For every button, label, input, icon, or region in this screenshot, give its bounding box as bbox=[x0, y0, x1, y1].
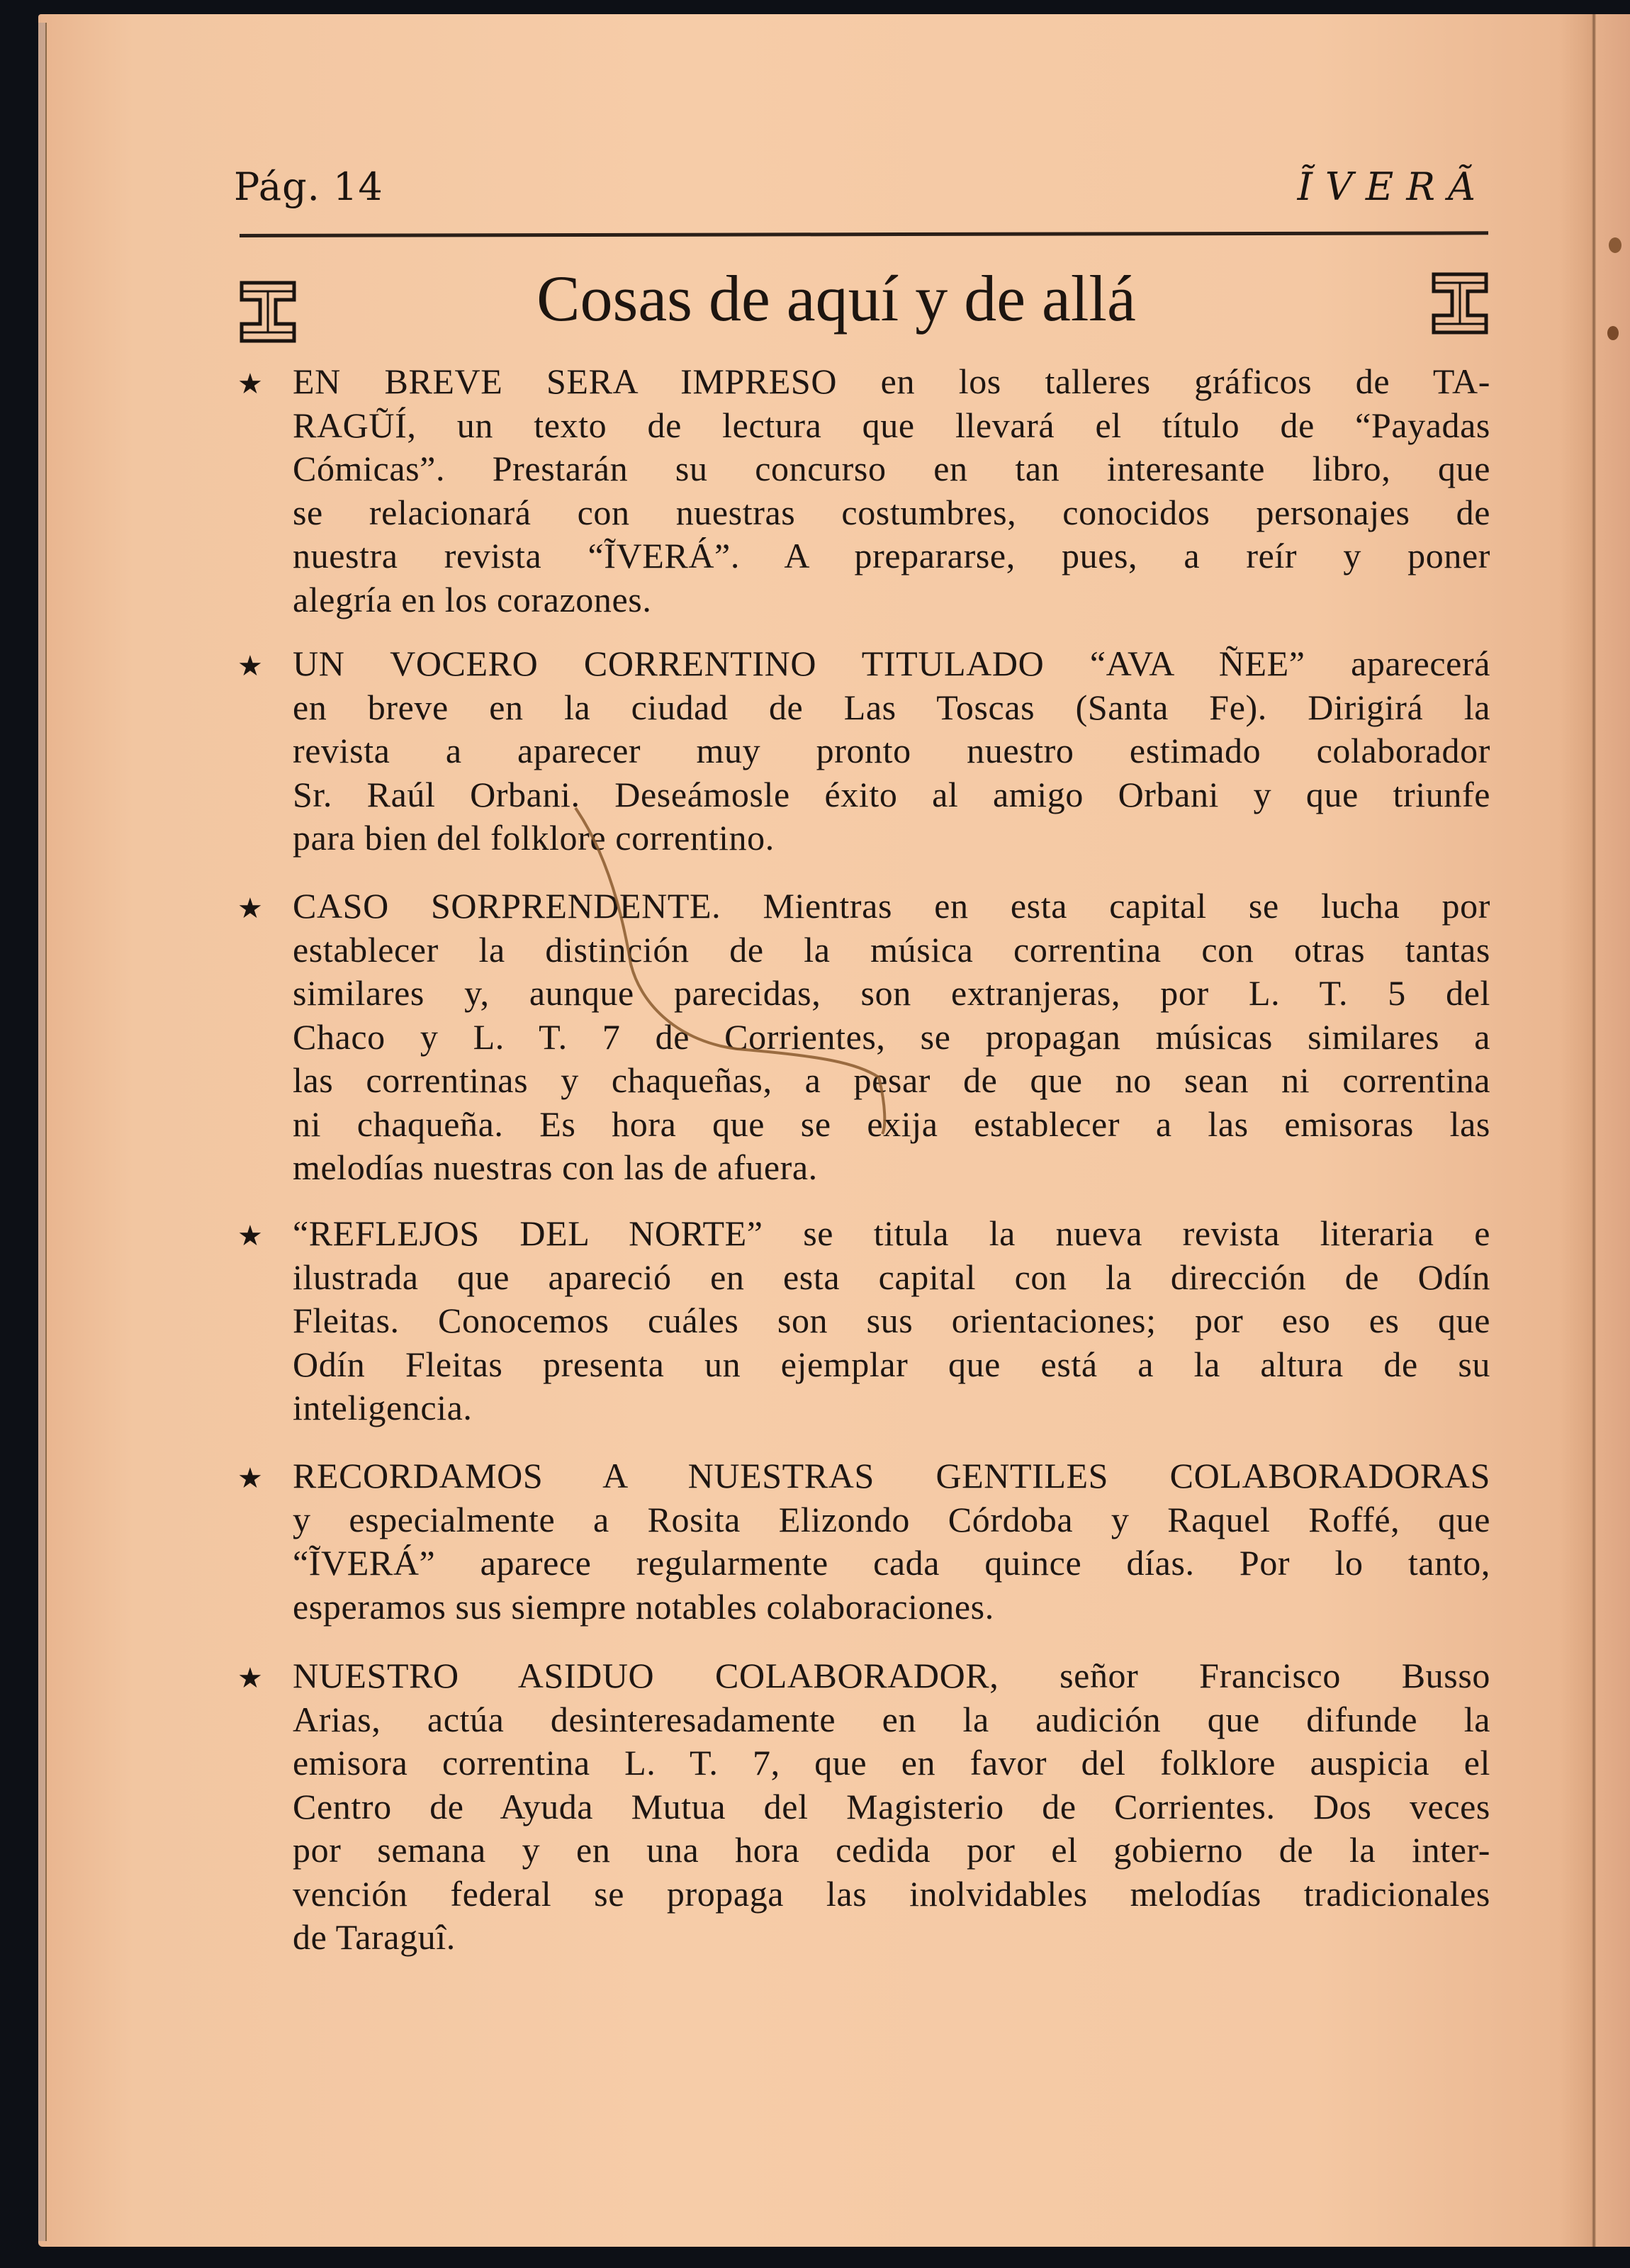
text-line: similares y, aunque parecidas, son extranjeras, por L. T. 5 del bbox=[293, 973, 1490, 1013]
text-line: inteligencia. bbox=[293, 1388, 473, 1427]
text-line: melodías nuestras con las de afuera. bbox=[293, 1147, 818, 1187]
page-edge bbox=[38, 23, 47, 2241]
news-item-text bbox=[293, 360, 1495, 622]
text-line: Fleitas. Conocemos cuáles son sus orientaciones; por eso es que bbox=[293, 1301, 1490, 1340]
text-line: Chaco y L. T. 7 de Corrientes, se propagan músicas similares a bbox=[293, 1016, 1490, 1057]
text-line: vención federal se propaga las inolvidables melodías tradicionales bbox=[293, 1873, 1490, 1914]
binding-fold bbox=[1592, 14, 1596, 2247]
text-line: ni chaqueña. Es hora que se exija establecer a las emisoras las bbox=[293, 1104, 1490, 1144]
text-line: Centro de Ayuda Mutua del Magisterio de Corrientes. Dos veces bbox=[293, 1786, 1490, 1826]
news-item bbox=[237, 1454, 1495, 1629]
text-line: CASO SORPRENDENTE. Mientras en esta capital se lucha por bbox=[293, 886, 1490, 926]
text-line: NUESTRO ASIDUO COLABORADOR, señor Francisco Busso bbox=[293, 1656, 1490, 1695]
text-line: RECORDAMOS A NUESTRAS GENTILES COLABORADORAS bbox=[293, 1456, 1490, 1495]
text-line: emisora correntina L. T. 7, que en favor del folklore auspicia el bbox=[293, 1743, 1490, 1783]
news-item-text bbox=[293, 1654, 1495, 1960]
text-line: esperamos sus siempre notables colaboraciones. bbox=[293, 1586, 994, 1627]
text-line: “ĨVERÁ” aparece regularmente cada quince días. Por lo tanto, bbox=[293, 1543, 1490, 1583]
section-title: Cosas de aquí y de allá bbox=[536, 262, 1136, 335]
text-line: alegría en los corazones. bbox=[293, 579, 652, 619]
text-line: Arias, actúa desinteresadamente en la audición que difunde la bbox=[293, 1699, 1490, 1739]
news-item-text bbox=[293, 642, 1495, 860]
text-line: Odín Fleitas presenta un ejemplar que está a la altura de su bbox=[293, 1344, 1490, 1384]
text-line: nuestra revista “ĨVERÁ”. A prepararse, pues, a reír y poner bbox=[293, 536, 1490, 576]
text-line: EN BREVE SERA IMPRESO en los talleres gráficos de TA- bbox=[293, 361, 1490, 401]
text-line: de Taraguî. bbox=[293, 1917, 456, 1957]
text-line: se relacionará con nuestras costumbres, conocidos personajes de bbox=[293, 492, 1490, 532]
magazine-name: ĨVERÃ bbox=[1297, 164, 1488, 209]
text-line: revista a aparecer muy pronto nuestro estimado colaborador bbox=[293, 731, 1490, 770]
text-line: en breve en la ciudad de Las Toscas (Santa Fe). Dirigirá la bbox=[293, 687, 1490, 727]
text-line: por semana y en una hora cedida por el gobierno de la inter- bbox=[293, 1830, 1490, 1870]
text-line: “REFLEJOS DEL NORTE” se titula la nueva revista literaria e bbox=[293, 1213, 1490, 1253]
news-item-text bbox=[293, 1212, 1495, 1430]
news-item bbox=[237, 1212, 1495, 1430]
star-bullet-icon: ★ bbox=[237, 1220, 263, 1252]
star-bullet-icon: ★ bbox=[237, 650, 263, 683]
star-bullet-icon: ★ bbox=[237, 1662, 263, 1695]
paper-stain bbox=[1609, 237, 1621, 253]
i-beam-ornament-icon bbox=[1432, 272, 1488, 335]
news-item-text bbox=[293, 885, 1495, 1190]
text-line: para bien del folklore correntino. bbox=[293, 818, 775, 858]
text-line: Sr. Raúl Orbani. Deseámosle éxito al amigo Orbani y que triunfe bbox=[293, 774, 1490, 814]
text-line: Cómicas”. Prestarán su concurso en tan interesante libro, que bbox=[293, 449, 1490, 488]
text-line: establecer la distinción de la música correntina con otras tantas bbox=[293, 929, 1490, 970]
text-line: RAGŨÍ, un texto de lectura que llevará el título de “Payadas bbox=[293, 405, 1490, 445]
star-bullet-icon: ★ bbox=[237, 892, 263, 925]
star-bullet-icon: ★ bbox=[237, 1462, 263, 1495]
text-line: UN VOCERO CORRENTINO TITULADO “AVA ÑEE” aparecerá bbox=[293, 644, 1490, 683]
news-item-text bbox=[293, 1454, 1495, 1629]
news-item bbox=[237, 360, 1495, 622]
text-line: y especialmente a Rosita Elizondo Córdoba y Raquel Roffé, que bbox=[293, 1499, 1490, 1539]
news-item bbox=[237, 885, 1495, 1190]
news-item bbox=[237, 1654, 1495, 1960]
binding-shadow bbox=[1559, 14, 1592, 2247]
news-item bbox=[237, 642, 1495, 860]
text-line: ilustrada que apareció en esta capital con la dirección de Odín bbox=[293, 1257, 1490, 1297]
text-line: las correntinas y chaqueñas, a pesar de que no sean ni correntina bbox=[293, 1060, 1490, 1100]
star-bullet-icon: ★ bbox=[237, 368, 263, 400]
page-number: Pág. 14 bbox=[234, 164, 383, 209]
